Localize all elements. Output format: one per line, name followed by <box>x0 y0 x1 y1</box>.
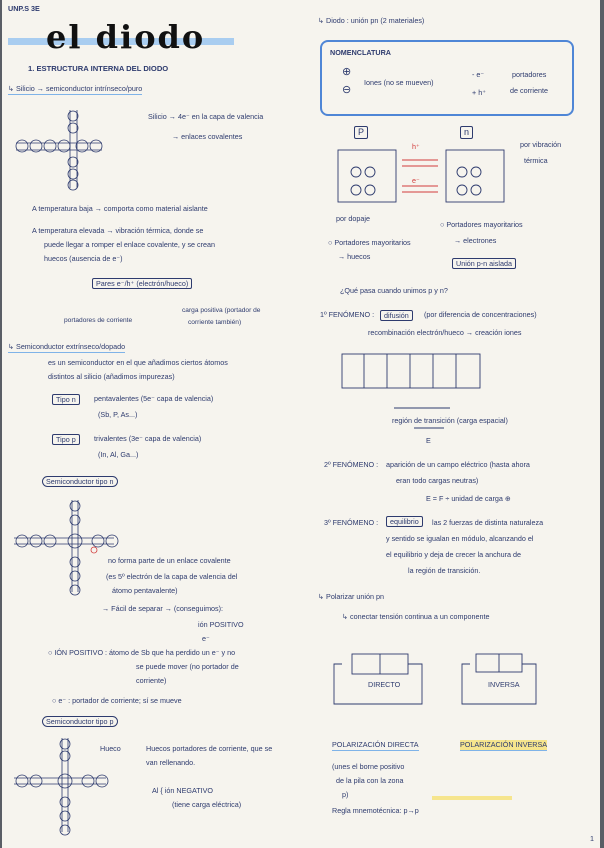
nomenclatura-title: NOMENCLATURA <box>330 48 391 57</box>
semi-p-box: Semiconductor tipo p <box>42 716 118 727</box>
fenomeno-2-a: aparición de un campo eléctrico (hasta ahora <box>386 460 530 469</box>
diodo-heading: ↳ Diodo : unión pn (2 materiales) <box>318 16 425 25</box>
difusion-box: difusión <box>380 310 413 321</box>
region-transicion: región de transición (carga espacial) <box>392 416 508 425</box>
fenomeno-1: 1º FENÓMENO : <box>320 310 375 319</box>
nom-e-minus: - e⁻ <box>472 70 485 79</box>
tipo-p-box: Tipo p <box>52 434 80 445</box>
fenomeno-2: 2º FENÓMENO : <box>324 460 379 469</box>
hueco-label: Hueco <box>100 744 121 753</box>
e-minus: e⁻ <box>202 634 210 643</box>
huecos-text-1: Huecos portadores de corriente, que se <box>146 744 273 753</box>
fenomeno-1-a: (por diferencia de concentraciones) <box>424 310 537 319</box>
polarizar-heading: ↳ Polarizar unión pn <box>318 592 384 601</box>
facil-separar: → Fácil de separar → (conseguimos): <box>102 604 224 613</box>
fenomeno-2-b: eran todo cargas neutras) <box>396 476 479 485</box>
silicio-heading: ↳ Silicio → semiconductor intrínseco/puro <box>8 84 143 93</box>
temp-elevada-2: puede llegar a romper el enlace covalente, y se crean <box>44 240 216 249</box>
trivalentes: trivalentes (3e⁻ capa de valencia) <box>94 434 202 443</box>
fenomeno-1-b: recombinación electrón/hueco → creación iones <box>368 328 522 337</box>
portadores-2: de corriente <box>510 86 548 95</box>
extrinseco-desc-1: es un semiconductor en el que añadimos ciertos átomos <box>48 358 228 367</box>
pregunta: ¿Qué pasa cuando unimos p y n? <box>340 286 448 295</box>
ion-positivo: ión POSITIVO <box>198 620 244 629</box>
silicio-note: Silicio → 4e⁻ en la capa de valencia <box>148 112 264 121</box>
carga-positiva-2: corriente también) <box>188 319 242 326</box>
no-forma-1: no forma parte de un enlace covalente <box>108 556 231 565</box>
ion-positivo-def-1: ○ IÓN POSITIVO : átomo de Sb que ha perdido un e⁻ y no <box>48 648 236 657</box>
pn-materials-diagram <box>2 0 600 848</box>
vibracion-1: por vibración <box>520 140 562 149</box>
al-ion-carga: (tiene carga eléctrica) <box>172 800 242 809</box>
label-p: P <box>354 126 368 139</box>
directa-note-1: (unes el borne positivo <box>332 762 405 771</box>
carga-positiva-1: carga positiva (portador de <box>182 307 261 314</box>
page-title: el diodo <box>46 18 206 56</box>
vibracion-2: térmica <box>524 156 548 165</box>
section-heading: 1. ESTRUCTURA INTERNA DEL DIODO <box>28 64 169 73</box>
dopaje-label: por dopaje <box>336 214 370 223</box>
directa-note-3: p) <box>342 790 349 799</box>
no-forma-3: átomo pentavalente) <box>112 586 178 595</box>
regla-mnemotecnica: Regla mnemotécnica: p→p <box>332 806 419 815</box>
enlaces-note: → enlaces covalentes <box>172 132 243 141</box>
ion-positivo-def-2: se puede mover (no portador de <box>136 662 239 671</box>
fenomeno-3-b: y sentido se igualan en módulo, alcanzando el <box>386 534 534 543</box>
semi-n-box: Semiconductor tipo n <box>42 476 118 487</box>
pentavalentes: pentavalentes (5e⁻ capa de valencia) <box>94 394 214 403</box>
portadores-1: portadores <box>512 70 547 79</box>
ion-positive-symbol: ⊕ <box>342 66 352 78</box>
no-forma-2: (es 5º electrón de la capa de valencia del <box>106 572 238 581</box>
fenomeno-3-c: el equilibrio y deja de crecer la anchura de <box>386 550 522 559</box>
inversa-label: INVERSA <box>488 680 520 689</box>
trivalentes-list: (In, Al, Ga...) <box>98 450 139 459</box>
ion-positivo-def-3: corriente) <box>136 676 167 685</box>
polarizar-def: ↳ conectar tensión continua a un componente <box>342 612 490 621</box>
polarizacion-inversa: POLARIZACIÓN INVERSA <box>460 740 548 749</box>
mayoritarios-n-2: → electrones <box>454 236 497 245</box>
al-ion-negativo: Al { ión NEGATIVO <box>152 786 213 795</box>
e-field: E <box>426 436 431 445</box>
fenomeno-3-a: las 2 fuerzas de distinta naturaleza <box>432 518 544 527</box>
temp-baja: A temperatura baja → comporta como material aislante <box>32 204 208 213</box>
mayoritarios-p: ○ Portadores mayoritarios <box>328 238 411 247</box>
ion-negative-symbol: ⊖ <box>342 84 352 96</box>
portador-negativo: portadores de corriente <box>64 317 133 324</box>
fenomeno-3: 3º FENÓMENO : <box>324 518 379 527</box>
mayoritarios-n: ○ Portadores mayoritarios <box>440 220 523 229</box>
page-tag: UNP.S 3E <box>8 4 40 13</box>
nom-h-plus: + h⁺ <box>472 88 486 97</box>
temp-elevada-1: A temperatura elevada → vibración térmica, donde se <box>32 226 204 235</box>
polarizacion-directa: POLARIZACIÓN DIRECTA <box>332 740 419 749</box>
equilibrio-box: equilibrio <box>386 516 423 527</box>
page-number: 1 <box>590 834 594 843</box>
union-aislada: Unión p-n aislada <box>452 258 516 269</box>
extrinseco-desc-2: distintos al silicio (añadimos impurezas) <box>48 372 175 381</box>
pares-box: Pares e⁻/h⁺ (electrón/hueco) <box>92 278 192 289</box>
fenomeno-2-c: E = F ÷ unidad de carga ⊕ <box>426 494 511 503</box>
directa-note-2: de la pila con la zona <box>336 776 404 785</box>
label-n: n <box>460 126 473 139</box>
mayoritarios-p-2: → huecos <box>338 252 371 261</box>
extrinseco-heading: ↳ Semiconductor extrínseco/dopado <box>8 342 126 351</box>
huecos-text-2: van rellenando. <box>146 758 196 767</box>
directo-label: DIRECTO <box>368 680 401 689</box>
e-def: ○ e⁻ : portador de corriente; sí se mueve <box>52 696 182 705</box>
note-page <box>2 0 600 848</box>
e-arrow-label: e⁻ <box>412 176 420 185</box>
iones-label: Iones (no se mueven) <box>364 78 434 87</box>
temp-elevada-3: huecos (ausencia de e⁻) <box>44 254 123 263</box>
tipo-n-box: Tipo n <box>52 394 80 405</box>
fenomeno-3-d: la región de transición. <box>408 566 481 575</box>
pentavalentes-list: (Sb, P, As...) <box>98 410 138 419</box>
h-arrow-label: h⁺ <box>412 142 420 151</box>
